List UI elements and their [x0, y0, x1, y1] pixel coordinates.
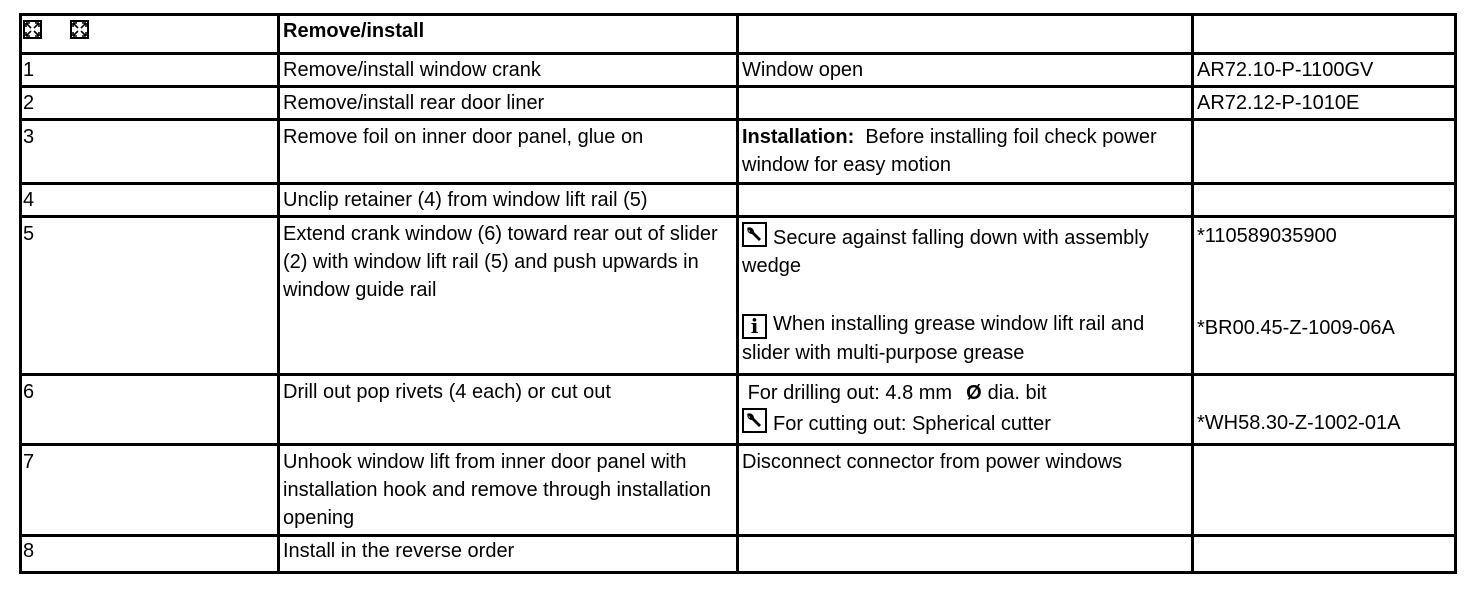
ref-grease: *BR00.45-Z-1009-06A — [1197, 317, 1395, 339]
step-ref: AR72.12-P-1010E — [1193, 87, 1456, 120]
installation-label: Installation: — [742, 126, 855, 148]
step-ref — [1193, 184, 1456, 217]
note-info-grease: i When installing grease window lift rail and slider with multi-purpose grease — [742, 313, 1145, 364]
table-row — [21, 536, 1456, 573]
table-row — [21, 184, 1456, 217]
step-action: Remove foil on inner door panel, glue on — [279, 120, 738, 184]
step-number: 4 — [21, 184, 279, 217]
note-cutting: For cutting out: Spherical cutter — [742, 408, 1188, 439]
step-note — [738, 120, 1193, 184]
step-number: 5 — [21, 217, 279, 375]
step-number: 2 — [21, 87, 279, 120]
step-note — [738, 184, 1193, 217]
step-number: 7 — [21, 445, 279, 536]
step-action: Install in the reverse order — [279, 536, 738, 573]
step-action: Extend crank window (6) toward rear out of slider (2) with window lift rail (5) and push upwards in window guide rail — [279, 217, 738, 375]
step-ref: AR72.10-P-1100GV — [1193, 54, 1456, 87]
table-header-row — [21, 15, 1456, 54]
expand-icon[interactable] — [23, 20, 42, 39]
note-drilling: For drilling out: 4.8 mm Ø dia. bit — [742, 378, 1188, 408]
expand-icon[interactable] — [70, 20, 89, 39]
step-number: 6 — [21, 375, 279, 445]
step-note — [738, 87, 1193, 120]
step-action: Unhook window lift from inner door panel with installation hook and remove through installation opening — [279, 445, 738, 536]
header-title: Remove/install — [279, 15, 738, 54]
header-col4 — [1193, 15, 1456, 54]
step-action: Unclip retainer (4) from window lift rail (5) — [279, 184, 738, 217]
step-note — [738, 217, 1193, 375]
table-row — [21, 54, 1456, 87]
step-action: Drill out pop rivets (4 each) or cut out — [279, 375, 738, 445]
procedure-table — [19, 13, 1457, 574]
diameter-icon: Ø — [966, 382, 982, 404]
step-ref — [1193, 217, 1456, 375]
note-tool-wedge: Secure against falling down with assembly wedge — [742, 222, 1188, 280]
step-note — [738, 536, 1193, 573]
ref-cutter: *WH58.30-Z-1002-01A — [1197, 412, 1401, 434]
table-row — [21, 120, 1456, 184]
step-note: Window open — [738, 54, 1193, 87]
table-row — [21, 87, 1456, 120]
step-number: 1 — [21, 54, 279, 87]
step-ref — [1193, 536, 1456, 573]
installation-note: Before installing foil check power window for easy motion — [742, 126, 1157, 176]
step-action: Remove/install window crank — [279, 54, 738, 87]
tool-icon — [742, 222, 767, 247]
ref-wedge: *110589035900 — [1197, 225, 1337, 247]
tool-icon — [742, 408, 767, 433]
table-row — [21, 217, 1456, 375]
step-ref — [1193, 445, 1456, 536]
step-ref — [1193, 120, 1456, 184]
table-row — [21, 375, 1456, 445]
step-note — [738, 375, 1193, 445]
info-icon: i — [742, 314, 767, 339]
step-action: Remove/install rear door liner — [279, 87, 738, 120]
step-ref — [1193, 375, 1456, 445]
step-number: 8 — [21, 536, 279, 573]
header-col3 — [738, 15, 1193, 54]
header-icons-cell — [21, 15, 279, 54]
table-row — [21, 445, 1456, 536]
step-note: Disconnect connector from power windows — [738, 445, 1193, 536]
step-number: 3 — [21, 120, 279, 184]
